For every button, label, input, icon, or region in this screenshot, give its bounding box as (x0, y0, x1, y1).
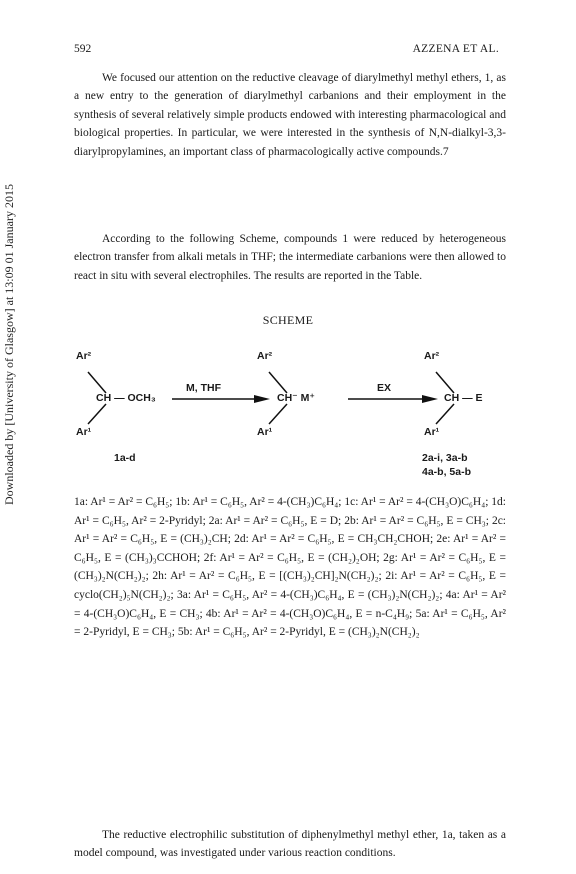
scheme-intro-paragraph (74, 230, 506, 285)
carbanion-group: CH⁻ M⁺ (277, 392, 315, 404)
bond-line (88, 372, 106, 393)
bond-line (436, 372, 454, 393)
reactant-id: 1a-d (114, 452, 136, 464)
paragraph-text: We focused our attention on the reductive cleavage of diarylmethyl methyl ethers, 1, as a new entry to the generation of diarylmethyl carbanions and their employment in the synthesis of several relatively simple products endowed with interesting pharmacological and biological properties. In particular, we were interested in the synthesis of N,N-dialkyl-3,3-diarylpropylamines, an important class of pharmacologically active compounds.7 (74, 72, 506, 158)
paragraph-text: According to the following Scheme, compounds 1 were reduced by heterogeneous electron transfer from alkali metals in THF; the intermediate carbanions were then allowed to react in situ with several electrophiles. The results are reported in the Table. (74, 233, 506, 282)
electrophile-label: EX (377, 382, 392, 394)
bond-line (269, 372, 287, 393)
reactant-group: CH — OCH₃ (96, 392, 156, 404)
download-notice: Downloaded by [University of Glasgow] at 13:09 01 January 2015 (2, 184, 16, 505)
ar1-label: Ar¹ (257, 426, 273, 438)
product-group: CH — E (444, 392, 483, 404)
reagent-label: M, THF (186, 382, 221, 394)
bond-line (88, 404, 106, 424)
model-compound-paragraph (74, 814, 506, 874)
compound-definitions (74, 493, 506, 642)
arrow-head (254, 395, 270, 403)
product-ids: 4a-b, 5a-b (422, 466, 472, 478)
page-number: 592 (74, 43, 92, 55)
ar2-label: Ar² (424, 350, 440, 362)
ar2-label: Ar² (76, 350, 92, 362)
ar1-label: Ar¹ (76, 426, 92, 438)
scheme-title: SCHEME (262, 313, 314, 327)
intro-paragraph (74, 69, 506, 161)
arrow-head (422, 395, 438, 403)
bond-line (269, 404, 287, 424)
bond-line (436, 404, 454, 424)
reaction-scheme (74, 338, 514, 488)
product-ids: 2a-i, 3a-b (422, 452, 468, 464)
paragraph-text: The reductive electrophilic substitution of diphenylmethyl methyl ether, 1a, taken as a model compound, was investigated under various reaction conditions. (74, 828, 506, 859)
running-head: AZZENA ET AL. (412, 43, 499, 55)
definitions-text: 1a: Ar¹ = Ar² = C₆H₅; 1b: Ar¹ = C₆H₅, Ar² = 4-(CH₃)C₆H₄; 1c: Ar¹ = Ar² = 4-(CH₃O)C₆H₄; 1d: Ar¹ = C₆H₅, Ar² = 2-Pyridyl; 2a: Ar¹ = Ar² = C₆H₅, E = D; 2b: Ar¹ = Ar² = C₆H₅, E = CH₃; 2c: Ar¹ = Ar² = C₆H₅, E = (CH₃)₂CH; 2d: Ar¹ = Ar² = C₆H₅, E = CH₃CH₂CHOH; 2e: Ar¹ = Ar² = C₆H₅, E = (CH₃)₃CCHOH; 2f: Ar¹ = Ar² = C₆H₅, E = (CH₂)₂OH; 2g: Ar¹ = Ar² = C₆H₅, E = (CH₃)₂N(CH₂)₂; 2h: Ar¹ = Ar² = C₆H₅, E = [(CH₃)₂CH]₂N(CH₂)₂; 2i: Ar¹ = Ar² = C₆H₅, E = cyclo(CH₂)₅N(CH₂)₂; 3a: Ar¹ = C₆H₅, Ar² = 4-(CH₃)C₆H₄, E = (CH₃)₂N(CH₂)₂; 4a: Ar¹ = Ar² = 4-(CH₃O)C₆H₄, E = CH₃; 4b: Ar¹ = Ar² = 4-(CH₃O)C₆H₄, E = n-C₄H₉; 5a: Ar¹ = C₆H₅, Ar² = 2-Pyridyl, E = CH₃; 5b: Ar¹ = C₆H₅, Ar² = 2-Pyridyl, E = (CH₃)₂N(CH₂)₂ (74, 496, 506, 639)
ar2-label: Ar² (257, 350, 273, 362)
ar1-label: Ar¹ (424, 426, 440, 438)
